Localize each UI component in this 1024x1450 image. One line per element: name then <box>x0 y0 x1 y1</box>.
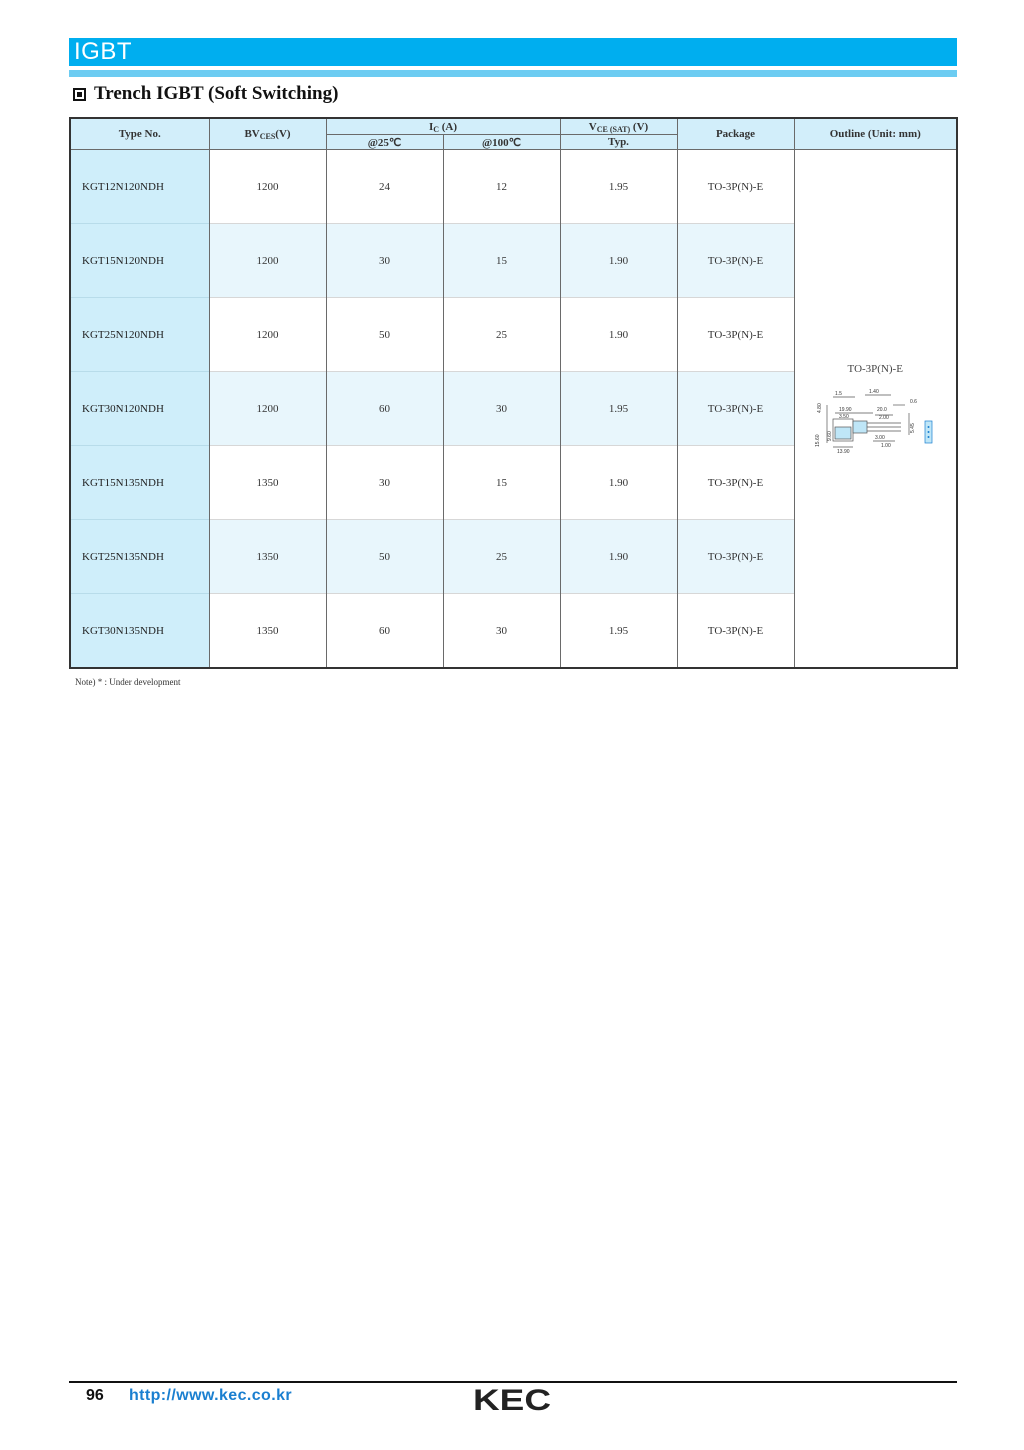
svg-text:5.45: 5.45 <box>910 422 917 433</box>
table-row <box>70 150 957 224</box>
svg-text:1.00: 1.00 <box>881 442 891 449</box>
header-ic-25c: @25℃ <box>326 135 443 150</box>
header-package: Package <box>677 118 794 150</box>
ic100-cell: 25 <box>443 520 560 594</box>
vce-cell: 1.90 <box>560 224 677 298</box>
ic25-cell: 30 <box>326 446 443 520</box>
bv-cell: 1200 <box>209 150 326 224</box>
svg-text:KEC: KEC <box>473 1384 551 1414</box>
header-ic: IC (A) <box>326 118 560 135</box>
ic100-cell: 15 <box>443 224 560 298</box>
ic25-cell: 50 <box>326 520 443 594</box>
type-no-cell: KGT25N135NDH <box>70 520 209 594</box>
bv-cell: 1200 <box>209 298 326 372</box>
footer-rule <box>69 1381 957 1383</box>
type-no-cell: KGT30N135NDH <box>70 594 209 669</box>
type-no-cell: KGT12N120NDH <box>70 150 209 224</box>
ic100-cell: 30 <box>443 372 560 446</box>
page-number: 96 <box>86 1387 104 1404</box>
header-ic-100c: @100℃ <box>443 135 560 150</box>
ic25-cell: 60 <box>326 372 443 446</box>
svg-text:9.60: 9.60 <box>827 430 834 441</box>
svg-text:2.00: 2.00 <box>879 414 889 421</box>
vce-cell: 1.95 <box>560 150 677 224</box>
ic25-cell: 60 <box>326 594 443 669</box>
svg-text:20.0: 20.0 <box>877 406 887 413</box>
igbt-spec-table <box>69 117 958 669</box>
package-cell: TO-3P(N)-E <box>677 520 794 594</box>
header-vce-sat: VCE (SAT) (V) <box>560 118 677 135</box>
package-cell: TO-3P(N)-E <box>677 446 794 520</box>
vce-cell: 1.95 <box>560 372 677 446</box>
bv-cell: 1350 <box>209 594 326 669</box>
vce-cell: 1.95 <box>560 594 677 669</box>
svg-text:1.40: 1.40 <box>869 388 879 395</box>
package-cell: TO-3P(N)-E <box>677 224 794 298</box>
ic100-cell: 25 <box>443 298 560 372</box>
banner-rule <box>69 70 957 77</box>
section-title: Trench IGBT (Soft Switching) <box>94 83 339 104</box>
bv-cell: 1200 <box>209 224 326 298</box>
ic25-cell: 50 <box>326 298 443 372</box>
vce-cell: 1.90 <box>560 520 677 594</box>
package-cell: TO-3P(N)-E <box>677 594 794 669</box>
svg-text:4.80: 4.80 <box>817 402 824 413</box>
section-heading <box>73 82 338 106</box>
outline-label: TO-3P(N)-E <box>847 362 903 375</box>
svg-text:1.5: 1.5 <box>835 390 843 397</box>
svg-text:3.50: 3.50 <box>839 413 849 420</box>
type-no-cell: KGT15N120NDH <box>70 224 209 298</box>
package-cell: TO-3P(N)-E <box>677 372 794 446</box>
ic25-cell: 24 <box>326 150 443 224</box>
vce-cell: 1.90 <box>560 298 677 372</box>
svg-text:3.00: 3.00 <box>875 434 885 441</box>
bv-cell: 1350 <box>209 520 326 594</box>
svg-text:19.90: 19.90 <box>839 406 852 413</box>
section-banner <box>69 38 957 66</box>
ic100-cell: 30 <box>443 594 560 669</box>
website-link[interactable]: http://www.kec.co.kr <box>129 1387 292 1404</box>
ic25-cell: 30 <box>326 224 443 298</box>
square-bullet-icon <box>73 88 86 101</box>
svg-text:13.90: 13.90 <box>837 448 850 455</box>
ic100-cell: 12 <box>443 150 560 224</box>
type-no-cell: KGT30N120NDH <box>70 372 209 446</box>
ic100-cell: 15 <box>443 446 560 520</box>
development-note: Note) * : Under development <box>75 677 181 687</box>
header-type-no: Type No. <box>70 118 209 150</box>
outline-cell <box>794 150 957 669</box>
type-no-cell: KGT25N120NDH <box>70 298 209 372</box>
package-outline-drawing <box>813 383 937 455</box>
bv-cell: 1350 <box>209 446 326 520</box>
banner-title: IGBT <box>74 38 133 65</box>
header-outline: Outline (Unit: mm) <box>794 118 957 150</box>
header-vce-typ: Typ. <box>560 135 677 150</box>
type-no-cell: KGT15N135NDH <box>70 446 209 520</box>
package-cell: TO-3P(N)-E <box>677 298 794 372</box>
vce-cell: 1.90 <box>560 446 677 520</box>
svg-text:15.60: 15.60 <box>815 433 822 447</box>
package-cell: TO-3P(N)-E <box>677 150 794 224</box>
header-bv-ces: BVCES(V) <box>209 118 326 150</box>
kec-logo <box>473 1384 553 1414</box>
bv-cell: 1200 <box>209 372 326 446</box>
svg-text:0.6: 0.6 <box>910 398 918 405</box>
